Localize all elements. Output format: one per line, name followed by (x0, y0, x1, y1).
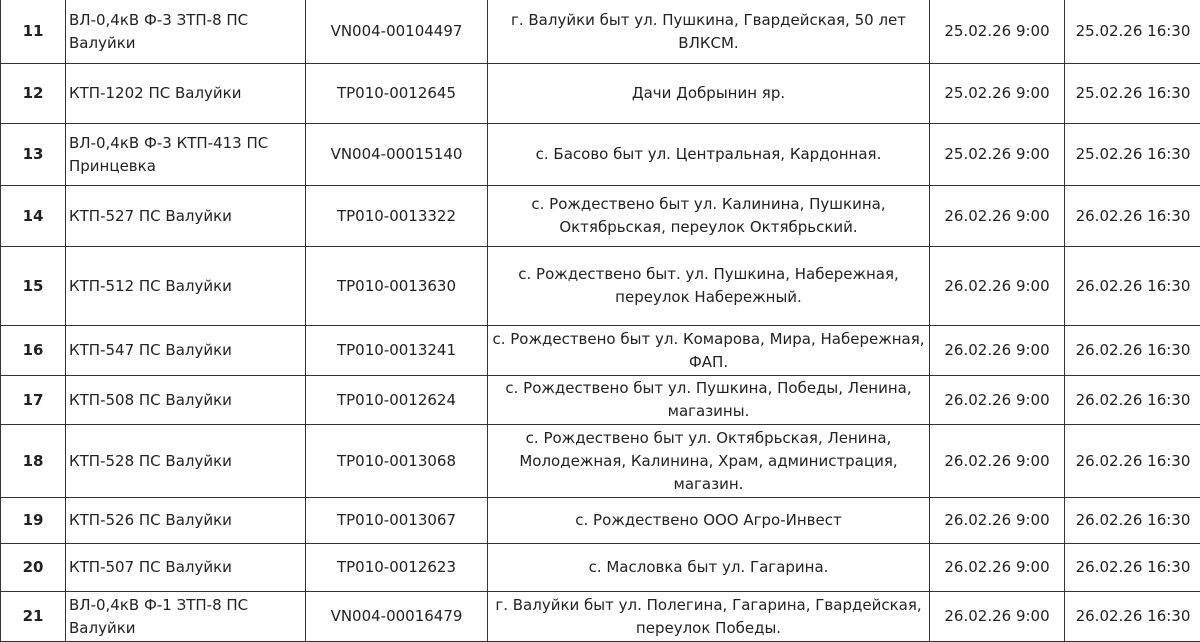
end-time: 25.02.26 16:30 (1065, 0, 1200, 64)
table-row (1, 326, 1200, 376)
end-time: 26.02.26 16:30 (1065, 247, 1200, 326)
start-time: 26.02.26 9:00 (930, 247, 1065, 326)
start-time: 25.02.26 9:00 (930, 64, 1065, 124)
start-time: 26.02.26 9:00 (930, 425, 1065, 498)
row-number: 19 (1, 498, 66, 544)
object-code: ТР010-0013067 (306, 498, 488, 544)
object-name: ВЛ-0,4кВ Ф-1 ЗТП-8 ПС Валуйки (66, 592, 306, 642)
start-time: 26.02.26 9:00 (930, 376, 1065, 425)
table-row (1, 247, 1200, 326)
end-time: 26.02.26 16:30 (1065, 376, 1200, 425)
start-time: 26.02.26 9:00 (930, 592, 1065, 642)
row-number: 20 (1, 544, 66, 592)
start-time: 26.02.26 9:00 (930, 326, 1065, 376)
start-time: 26.02.26 9:00 (930, 186, 1065, 247)
row-number: 12 (1, 64, 66, 124)
object-name: КТП-526 ПС Валуйки (66, 498, 306, 544)
end-time: 26.02.26 16:30 (1065, 326, 1200, 376)
object-code: ТР010-0012645 (306, 64, 488, 124)
address: Дачи Добрынин яр. (488, 64, 930, 124)
row-number: 18 (1, 425, 66, 498)
address: г. Валуйки быт ул. Пушкина, Гвардейская, 50 лет ВЛКСМ. (488, 0, 930, 64)
row-number: 21 (1, 592, 66, 642)
row-number: 11 (1, 0, 66, 64)
end-time: 26.02.26 16:30 (1065, 186, 1200, 247)
table-row (1, 0, 1200, 64)
table-row (1, 544, 1200, 592)
object-name: КТП-508 ПС Валуйки (66, 376, 306, 425)
table-row (1, 592, 1200, 642)
end-time: 26.02.26 16:30 (1065, 544, 1200, 592)
table-row (1, 124, 1200, 186)
table-row (1, 425, 1200, 498)
start-time: 25.02.26 9:00 (930, 0, 1065, 64)
row-number: 17 (1, 376, 66, 425)
end-time: 26.02.26 16:30 (1065, 498, 1200, 544)
end-time: 25.02.26 16:30 (1065, 64, 1200, 124)
table-row (1, 64, 1200, 124)
object-name: ВЛ-0,4кВ Ф-3 КТП-413 ПС Принцевка (66, 124, 306, 186)
end-time: 26.02.26 16:30 (1065, 425, 1200, 498)
address: с. Басово быт ул. Центральная, Кардонная. (488, 124, 930, 186)
table-row (1, 186, 1200, 247)
address: с. Масловка быт ул. Гагарина. (488, 544, 930, 592)
row-number: 14 (1, 186, 66, 247)
object-code: ТР010-0013322 (306, 186, 488, 247)
address: г. Валуйки быт ул. Полегина, Гагарина, Гвардейская, переулок Победы. (488, 592, 930, 642)
table-row (1, 498, 1200, 544)
start-time: 25.02.26 9:00 (930, 124, 1065, 186)
object-code: ТР010-0013241 (306, 326, 488, 376)
object-name: ВЛ-0,4кВ Ф-3 ЗТП-8 ПС Валуйки (66, 0, 306, 64)
address: с. Рождествено быт. ул. Пушкина, Набережная, переулок Набережный. (488, 247, 930, 326)
start-time: 26.02.26 9:00 (930, 498, 1065, 544)
object-name: КТП-528 ПС Валуйки (66, 425, 306, 498)
object-name: КТП-512 ПС Валуйки (66, 247, 306, 326)
end-time: 25.02.26 16:30 (1065, 124, 1200, 186)
object-code: ТР010-0013630 (306, 247, 488, 326)
object-name: КТП-507 ПС Валуйки (66, 544, 306, 592)
object-code: VN004-00016479 (306, 592, 488, 642)
address: с. Рождествено быт ул. Пушкина, Победы, Ленина, магазины. (488, 376, 930, 425)
row-number: 13 (1, 124, 66, 186)
address: с. Рождествено быт ул. Калинина, Пушкина, Октябрьская, переулок Октябрьский. (488, 186, 930, 247)
start-time: 26.02.26 9:00 (930, 544, 1065, 592)
object-name: КТП-527 ПС Валуйки (66, 186, 306, 247)
row-number: 16 (1, 326, 66, 376)
object-code: ТР010-0013068 (306, 425, 488, 498)
object-name: КТП-547 ПС Валуйки (66, 326, 306, 376)
object-code: VN004-00015140 (306, 124, 488, 186)
object-name: КТП-1202 ПС Валуйки (66, 64, 306, 124)
object-code: ТР010-0012624 (306, 376, 488, 425)
address: с. Рождествено быт ул. Комарова, Мира, Набережная, ФАП. (488, 326, 930, 376)
object-code: ТР010-0012623 (306, 544, 488, 592)
object-code: VN004-00104497 (306, 0, 488, 64)
table-row (1, 376, 1200, 425)
address: с. Рождествено быт ул. Октябрьская, Ленина, Молодежная, Калинина, Храм, администрация, магазин. (488, 425, 930, 498)
row-number: 15 (1, 247, 66, 326)
address: с. Рождествено ООО Агро-Инвест (488, 498, 930, 544)
end-time: 26.02.26 16:30 (1065, 592, 1200, 642)
